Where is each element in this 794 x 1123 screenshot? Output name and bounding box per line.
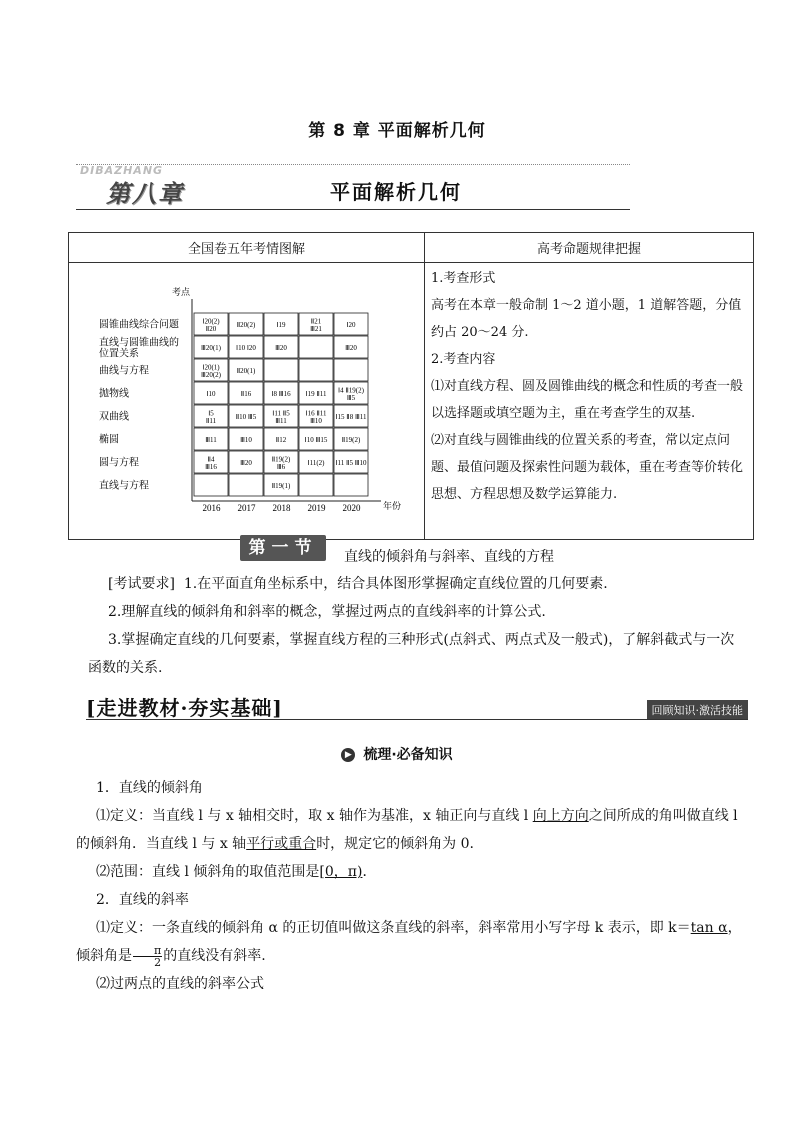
cell-label: Ⅰ19: [276, 321, 286, 329]
year-tick-label: 2020: [342, 503, 361, 513]
requirements-label: [考试要求]: [108, 576, 175, 592]
grid-cell: [334, 359, 368, 381]
grid-cell: [194, 474, 228, 496]
cell-label: Ⅲ20: [240, 459, 252, 467]
page-title: 第 8 章 平面解析几何: [308, 121, 486, 141]
text-run: 之间所成的角叫做直线 l 的倾斜角．当直线 l 与 x 轴: [76, 808, 738, 852]
cell-label: Ⅱ16: [240, 390, 252, 398]
requirement-item: 1.在平面直角坐标系中，结合具体图形掌握确定直线位置的几何要素.: [183, 576, 608, 592]
cell-label: Ⅰ11 Ⅱ5: [272, 409, 290, 418]
blank-answer: tan α: [690, 920, 728, 936]
topic-label: 直线与圆锥曲线的: [99, 337, 179, 349]
rule-line: ⑴对直线方程、圆及圆锥曲线的概念和性质的考查一般以选择题或填空题为主，重在考查学生的双基.: [431, 379, 744, 421]
cell-label: Ⅲ6: [276, 462, 286, 471]
sub-heading-text: 梳理·必备知识: [363, 747, 453, 763]
cell-label: Ⅱ11: [205, 416, 217, 425]
cell-label: Ⅲ20: [275, 344, 287, 352]
year-tick-label: 2019: [307, 503, 326, 513]
rule-line: ⑵对直线与圆锥曲线的位置关系的考查，常以定点问题、最值问题及探索性问题为载体，重在考查等价转化思想、方程思想及数学运算能力.: [431, 433, 744, 502]
y-axis-label: 考点: [171, 287, 190, 297]
range-paragraph: [76, 858, 748, 886]
cell-label: Ⅲ20: [345, 344, 357, 352]
section-bar-title: [走进教材·夯实基础]: [86, 696, 283, 720]
blank-answer: [0，π): [319, 864, 363, 880]
cell-label: Ⅲ21: [310, 324, 322, 333]
chapter-pinyin: DIBAZHANG: [80, 164, 164, 177]
cell-label: Ⅰ20: [346, 321, 356, 329]
table-header-left: 全国卷五年考情图解: [69, 233, 425, 263]
cell-label: Ⅰ11 Ⅱ5 Ⅲ10: [335, 459, 367, 467]
banner-rule: [76, 209, 630, 210]
cell-label: Ⅰ11(2): [307, 459, 325, 467]
cell-label: Ⅲ20(2): [201, 370, 221, 379]
cell-label: Ⅲ10: [310, 416, 322, 425]
chapter-number: 第八章: [106, 180, 184, 208]
cell-label: Ⅱ4: [207, 455, 215, 464]
grid-cell: [299, 336, 333, 358]
cell-label: Ⅰ10: [206, 390, 216, 398]
chapter-title: 平面解析几何: [330, 180, 462, 204]
cell-label: Ⅰ19 Ⅱ11: [305, 390, 327, 398]
cell-label: Ⅱ19(2): [271, 455, 291, 464]
topic-label: 双曲线: [99, 411, 129, 423]
section-title: 直线的倾斜角与斜率、直线的方程: [344, 549, 554, 565]
play-icon: ▶: [341, 748, 355, 762]
cell-label: Ⅱ19(1): [271, 482, 291, 490]
text-run: ⑵范围：直线 l 倾斜角的取值范围是: [96, 864, 320, 880]
blank-answer: 平行或重合: [246, 836, 317, 852]
cell-label: Ⅲ20(1): [201, 344, 221, 352]
cell-label: Ⅱ20: [205, 324, 217, 333]
topic-label: 位置关系: [99, 348, 139, 360]
definition-paragraph: [76, 802, 748, 858]
section-bar-rule: [86, 719, 748, 720]
fraction: [133, 945, 162, 968]
cell-label: Ⅲ11: [275, 416, 287, 425]
table-header-right: 高考命题规律把握: [425, 233, 754, 263]
topic-label: 圆锥曲线综合问题: [99, 319, 179, 331]
text-run: ⑴定义：一条直线的倾斜角 α 的正切值叫做这条直线的斜率，斜率常用小写字母 k 表示，即 k＝: [96, 920, 691, 936]
blank-answer: 向上方向: [532, 808, 589, 824]
rule-line: 1.考查形式: [431, 271, 496, 286]
grid-cell: [334, 474, 368, 496]
exam-chart-cell: [69, 263, 425, 540]
cell-label: Ⅰ10 Ⅲ15: [304, 436, 328, 444]
cell-label: Ⅱ20(2): [236, 321, 256, 329]
content-heading: 1．直线的倾斜角: [96, 780, 203, 796]
cell-label: Ⅲ5: [346, 393, 356, 402]
cell-label: Ⅲ11: [205, 436, 217, 444]
exam-topic-chart: [69, 263, 424, 535]
text-run: 的直线没有斜率.: [163, 948, 266, 964]
knowledge-content: [76, 774, 748, 998]
cell-label: Ⅰ5: [208, 409, 214, 418]
cell-label: Ⅰ4 Ⅱ19(2): [338, 386, 364, 395]
cell-label: Ⅰ16 Ⅱ11: [305, 409, 327, 418]
cell-label: Ⅲ16: [205, 462, 217, 471]
topic-label: 直线与方程: [99, 480, 149, 492]
grid-cell: [229, 474, 263, 496]
cell-label: Ⅲ10: [240, 436, 252, 444]
requirement-item: 3.掌握确定直线的几何要素，掌握直线方程的三种形式(点斜式、两点式及一般式)，了解斜截式与一次函数的关系.: [88, 632, 735, 676]
slope-definition: [76, 914, 748, 970]
rule-line: 2.考查内容: [431, 352, 496, 367]
exam-overview-table: [68, 232, 754, 540]
text-run: ．: [362, 864, 377, 880]
text-run: ，倾斜角是: [76, 920, 742, 964]
cell-label: Ⅱ12: [275, 436, 287, 444]
year-tick-label: 2017: [237, 503, 256, 513]
exam-requirements: [88, 570, 748, 682]
cell-label: Ⅱ20(1): [236, 367, 256, 375]
rule-line: 高考在本章一般命制 1～2 道小题，1 道解答题，分值约占 20～24 分.: [431, 298, 742, 340]
grid-cell: [264, 359, 298, 381]
x-axis-label: 年份: [383, 501, 402, 511]
sub-heading: [0, 744, 794, 764]
cell-label: Ⅰ10 Ⅰ20: [236, 344, 256, 352]
grid-cell: [299, 474, 333, 496]
cell-label: Ⅰ20(1): [202, 363, 220, 372]
topic-label: 抛物线: [99, 388, 129, 400]
requirement-item: 2.理解直线的倾斜角和斜率的概念，掌握过两点的直线斜率的计算公式.: [108, 604, 546, 620]
cell-label: Ⅱ10 Ⅲ5: [235, 413, 257, 421]
topic-label: 椭圆: [99, 434, 119, 446]
section-bar: [86, 692, 748, 720]
rules-cell: [425, 263, 754, 540]
fraction-denominator: 2: [154, 955, 162, 969]
cell-label: Ⅰ20(2): [202, 317, 220, 326]
content-heading: 2．直线的斜率: [96, 892, 189, 908]
cell-label: Ⅱ19(2): [341, 436, 361, 444]
text-run: ⑴定义：当直线 l 与 x 轴相交时，取 x 轴作为基准，x 轴正向与直线 l: [96, 808, 533, 824]
topic-label: 曲线与方程: [99, 365, 149, 377]
fraction-numerator: π: [133, 945, 162, 957]
year-tick-label: 2016: [202, 503, 221, 513]
section-bar-tag: 回顾知识·激活技能: [647, 700, 749, 720]
cell-label: Ⅰ8 Ⅲ16: [271, 390, 291, 398]
topic-label: 圆与方程: [99, 457, 139, 469]
cell-label: Ⅰ15 Ⅱ8 Ⅲ11: [335, 413, 367, 421]
chapter-banner: [76, 160, 630, 212]
text-run: 时，规定它的倾斜角为 0.: [316, 836, 474, 852]
year-tick-label: 2018: [272, 503, 291, 513]
cell-label: Ⅱ21: [310, 317, 322, 326]
formula-heading: ⑵过两点的直线的斜率公式: [96, 976, 264, 992]
section-badge: 第一节: [240, 535, 326, 561]
grid-cell: [299, 359, 333, 381]
